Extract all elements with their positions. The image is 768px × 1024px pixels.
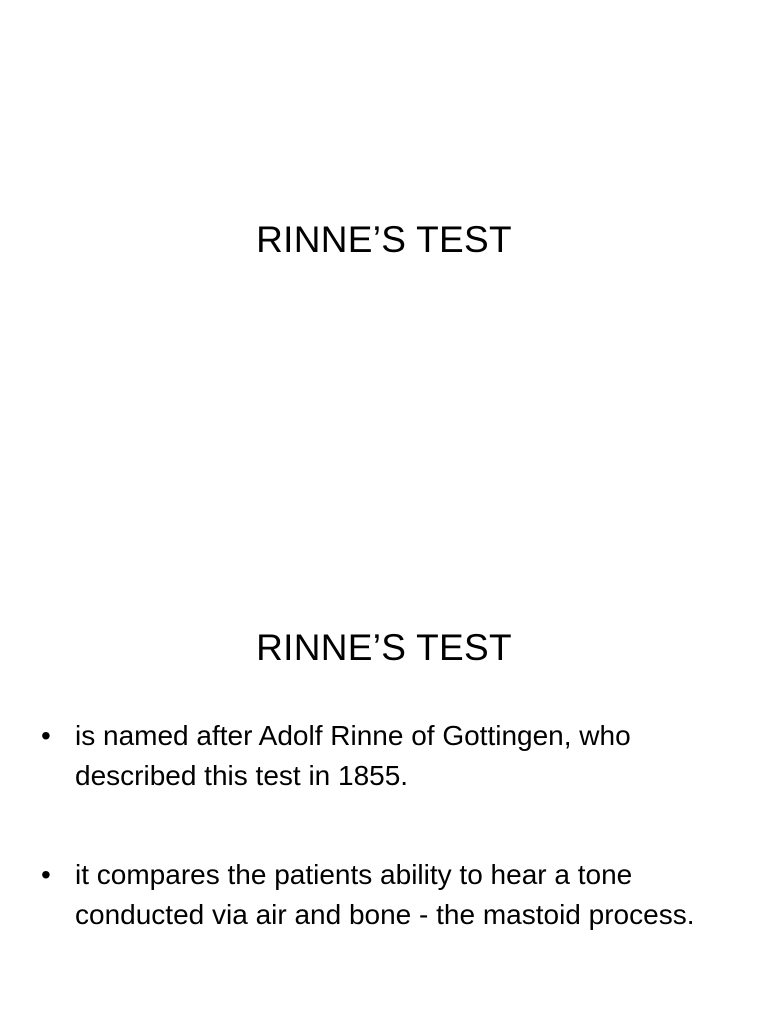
slide-title: RINNE’S TEST: [256, 219, 512, 260]
content-slide: [0, 432, 768, 930]
bullet-text: it compares the patients ability to hear a tone conducted via air and bone - the mastoid process.: [75, 859, 695, 930]
title-slide: [0, 48, 768, 432]
slide-title: RINNE’S TEST: [256, 627, 512, 668]
bullet-list: [40, 716, 730, 994]
bullet-icon: •: [41, 859, 51, 890]
bullet-item: [40, 716, 730, 796]
bullet-icon: •: [41, 720, 51, 751]
bullet-text: is named after Adolf Rinne of Gottingen, who described this test in 1855.: [75, 720, 631, 791]
bullet-item: [40, 855, 730, 935]
